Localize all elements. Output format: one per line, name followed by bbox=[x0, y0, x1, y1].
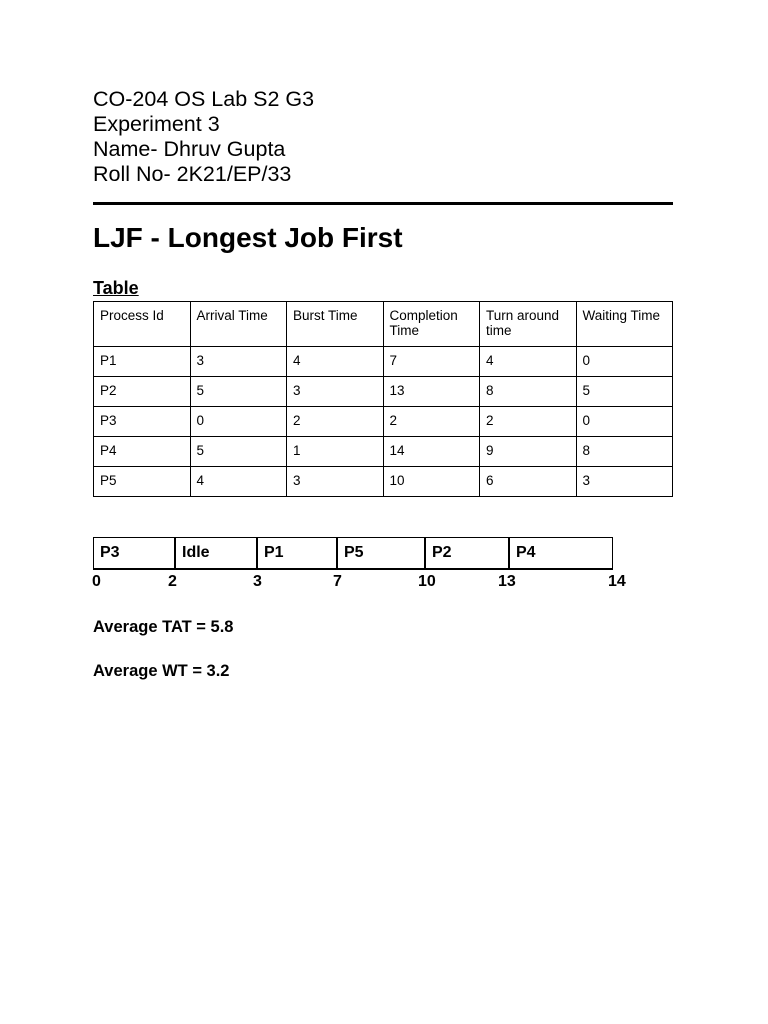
table-cell: 3 bbox=[190, 347, 287, 377]
table-cell: 3 bbox=[287, 467, 384, 497]
gantt-segment-p4: P4 bbox=[508, 538, 612, 568]
horizontal-rule bbox=[93, 202, 673, 205]
gantt-segment-idle: Idle bbox=[174, 538, 256, 568]
table-cell: P4 bbox=[94, 437, 191, 467]
process-table bbox=[93, 301, 673, 497]
table-cell: 2 bbox=[480, 407, 577, 437]
average-wt: Average WT = 3.2 bbox=[93, 662, 230, 680]
table-cell: 10 bbox=[383, 467, 480, 497]
table-cell: 0 bbox=[576, 347, 673, 377]
table-cell: 3 bbox=[287, 377, 384, 407]
gantt-segment-p2: P2 bbox=[424, 538, 508, 568]
column-header-waiting-time: Waiting Time bbox=[576, 302, 673, 347]
roll-number-line: Roll No- 2K21/EP/33 bbox=[93, 162, 292, 186]
table-cell: 1 bbox=[287, 437, 384, 467]
course-line: CO-204 OS Lab S2 G3 bbox=[93, 87, 315, 111]
gantt-tick-label: 3 bbox=[253, 573, 262, 590]
average-tat: Average TAT = 5.8 bbox=[93, 618, 234, 636]
table-cell: P3 bbox=[94, 407, 191, 437]
table-row bbox=[94, 407, 673, 437]
gantt-tick-label: 10 bbox=[418, 573, 436, 590]
table-cell: 5 bbox=[190, 377, 287, 407]
column-header-completion-time: Completion Time bbox=[383, 302, 480, 347]
gantt-segment-p5: P5 bbox=[336, 538, 424, 568]
table-cell: 2 bbox=[287, 407, 384, 437]
gantt-tick-label: 13 bbox=[498, 573, 516, 590]
gantt-tick-label: 2 bbox=[168, 573, 177, 590]
table-cell: 6 bbox=[480, 467, 577, 497]
gantt-chart bbox=[93, 537, 613, 570]
table-cell: 8 bbox=[480, 377, 577, 407]
gantt-segment-p3: P3 bbox=[100, 544, 120, 561]
name-line: Name- Dhruv Gupta bbox=[93, 137, 286, 161]
table-cell: 14 bbox=[383, 437, 480, 467]
table-cell: 4 bbox=[480, 347, 577, 377]
table-cell: 4 bbox=[287, 347, 384, 377]
table-cell: P1 bbox=[94, 347, 191, 377]
table-cell: 9 bbox=[480, 437, 577, 467]
table-cell: 0 bbox=[190, 407, 287, 437]
table-cell: P2 bbox=[94, 377, 191, 407]
page-title: LJF - Longest Job First bbox=[93, 222, 403, 253]
gantt-tick-label: 7 bbox=[333, 573, 342, 590]
table-row bbox=[94, 437, 673, 467]
table-cell: 3 bbox=[576, 467, 673, 497]
experiment-line: Experiment 3 bbox=[93, 112, 220, 136]
table-row bbox=[94, 467, 673, 497]
table-cell: 8 bbox=[576, 437, 673, 467]
column-header-process-id: Process Id bbox=[94, 302, 191, 347]
document-header bbox=[93, 87, 314, 187]
table-cell: 5 bbox=[576, 377, 673, 407]
table-heading: Table bbox=[93, 278, 139, 298]
table-cell: 5 bbox=[190, 437, 287, 467]
gantt-tick-label: 14 bbox=[608, 573, 626, 590]
gantt-tick-label: 0 bbox=[92, 573, 101, 590]
table-header-row bbox=[94, 302, 673, 347]
table-cell: 0 bbox=[576, 407, 673, 437]
table-row bbox=[94, 347, 673, 377]
table-cell: 7 bbox=[383, 347, 480, 377]
table-cell: 2 bbox=[383, 407, 480, 437]
table-cell: 4 bbox=[190, 467, 287, 497]
table-cell: 13 bbox=[383, 377, 480, 407]
column-header-turnaround-time: Turn around time bbox=[480, 302, 577, 347]
table-row bbox=[94, 377, 673, 407]
column-header-burst-time: Burst Time bbox=[287, 302, 384, 347]
column-header-arrival-time: Arrival Time bbox=[190, 302, 287, 347]
gantt-segment-p1: P1 bbox=[256, 538, 336, 568]
table-cell: P5 bbox=[94, 467, 191, 497]
